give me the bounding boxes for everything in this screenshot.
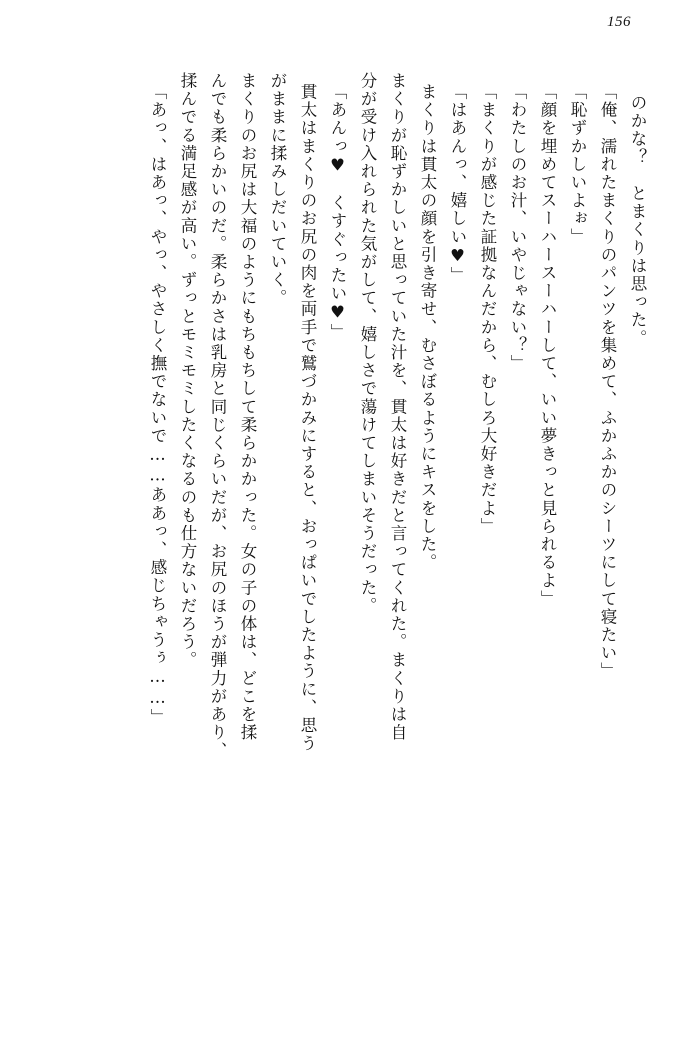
text-line: 「はあんっ、嬉しい♥」: [448, 83, 467, 285]
text-line: 揉んでる満足感が高い。ずっとモミモミしたくなるのも仕方ないだろう。: [178, 72, 197, 670]
text-line: のかな？ とまくりは思った。: [628, 94, 647, 348]
text-line: 「恥ずかしいよぉ」: [568, 83, 587, 246]
text-line: 「まくりが感じた証拠なんだから、むしろ大好きだよ」: [478, 83, 497, 536]
text-line: まくりは貫太の顔を引き寄せ、むさぼるようにキスをした。: [418, 83, 437, 572]
text-line: まくりのお尻は大福のようにもちもちして柔らかかった。女の子の体は、どこを揉: [238, 72, 257, 742]
text-line: 「顔を埋めてスーハースーハーして、いい夢きっと見られるよ」: [538, 83, 557, 608]
text-line: がままに揉みしだいていく。: [268, 72, 287, 308]
text-line: 「あんっ♥ くすぐったい♥」: [328, 83, 347, 342]
vertical-text-body: [48, 72, 645, 977]
text-line: まくりが恥ずかしいと思っていた汁を、貫太は好きだと言ってくれた。まくりは自: [388, 72, 407, 742]
text-line: 「わたしのお汁、いやじゃない？」: [508, 83, 527, 373]
text-line: 「あっ、はあっ、やっ、やさしく撫でないで……ああっ、感じちゃうぅ……」: [148, 83, 167, 727]
text-line: 分が受け入れられた気がして、嬉しさで蕩けてしまいそうだった。: [358, 72, 377, 615]
page-number: 156: [607, 14, 631, 30]
text-line: んでも柔らかいのだ。柔らかさは乳房と同じくらいだが、お尻のほうが弾力があり、: [208, 72, 227, 760]
text-line: 「俺、濡れたまくりのパンツを集めて、ふかふかのシーツにして寝たい」: [598, 83, 617, 681]
text-line: 貫太はまくりのお尻の肉を両手で鷲づかみにすると、おっぱいでしたように、思う: [298, 83, 317, 753]
